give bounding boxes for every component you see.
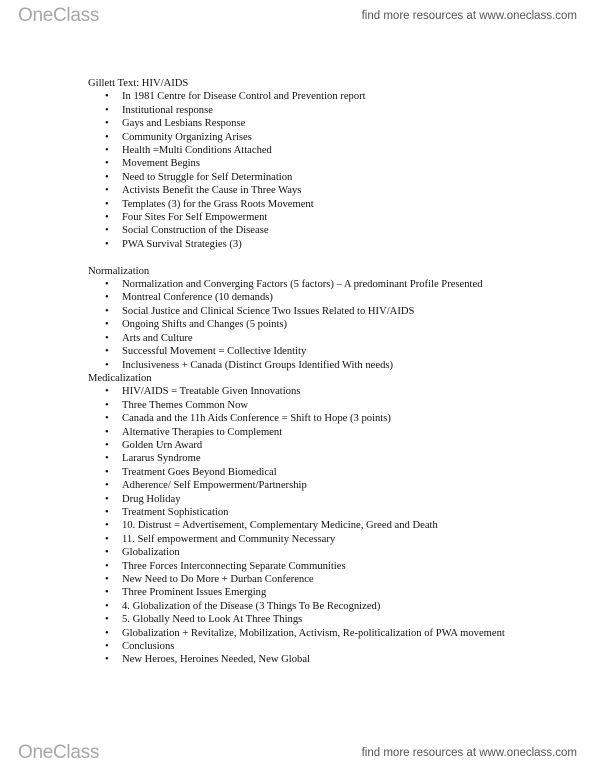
bullet-item: • Institutional response — [88, 104, 528, 117]
bullet-item: • Gays and Lesbians Response — [88, 117, 528, 130]
bullet-item: • Normalization and Converging Factors (5 factors) – A predominant Profile Presented — [88, 278, 528, 291]
bullet-item: • Globalization + Revitalize, Mobilization, Activism, Re-politicalization of PWA movement — [88, 627, 528, 640]
section-heading: Normalization — [88, 265, 150, 277]
bullet-item: • Inclusiveness + Canada (Distinct Groups Identified With needs) — [88, 359, 528, 372]
oneclass-logo-header[interactable]: OneClass — [18, 5, 100, 26]
bullet-item: • Community Organizing Arises — [88, 131, 528, 144]
bullet-item: • HIV/AIDS = Treatable Given Innovations — [88, 385, 528, 398]
section-hiv-aids — [88, 77, 528, 251]
bullet-item: • Lararus Syndrome — [88, 452, 528, 465]
bullet-item: • Alternative Therapies to Complement — [88, 426, 528, 439]
bullet-item: • Treatment Goes Beyond Biomedical — [88, 466, 528, 479]
bullet-item: • Three Themes Common Now — [88, 399, 528, 412]
bullet-item: • Four Sites For Self Empowerment — [88, 211, 528, 224]
section-spacer — [88, 251, 528, 264]
bullet-item: • 11. Self empowerment and Community Necessary — [88, 533, 528, 546]
bullet-item: • New Need to Do More + Durban Conference — [88, 573, 528, 586]
bullet-item: • Golden Urn Award — [88, 439, 528, 452]
bullet-item: • Templates (3) for the Grass Roots Movement — [88, 198, 528, 211]
document-body — [88, 77, 528, 667]
bullet-item: • Successful Movement = Collective Identity — [88, 345, 528, 358]
bullet-item: • Activists Benefit the Cause in Three Ways — [88, 184, 528, 197]
bullet-list — [88, 90, 528, 251]
footer-resources-link[interactable]: find more resources at www.oneclass.com — [361, 747, 577, 759]
bullet-item: • PWA Survival Strategies (3) — [88, 238, 528, 251]
bullet-item: • Adherence/ Self Empowerment/Partnership — [88, 479, 528, 492]
section-heading: Medicalization — [88, 372, 152, 384]
bullet-item: • Globalization — [88, 546, 528, 559]
header-resources-link[interactable]: find more resources at www.oneclass.com — [361, 10, 577, 22]
bullet-item: • Arts and Culture — [88, 332, 528, 345]
bullet-item: • Three Prominent Issues Emerging — [88, 586, 528, 599]
bullet-item: • Health =Multi Conditions Attached — [88, 144, 528, 157]
bullet-item: • Treatment Sophistication — [88, 506, 528, 519]
bullet-item: • Montreal Conference (10 demands) — [88, 291, 528, 304]
bullet-item: • 4. Globalization of the Disease (3 Things To Be Recognized) — [88, 600, 528, 613]
bullet-item: • Canada and the 11h Aids Conference = Shift to Hope (3 points) — [88, 412, 528, 425]
bullet-item: • Ongoing Shifts and Changes (5 points) — [88, 318, 528, 331]
bullet-item: • New Heroes, Heroines Needed, New Global — [88, 653, 528, 666]
bullet-item: • In 1981 Centre for Disease Control and Prevention report — [88, 90, 528, 103]
bullet-item: • Social Construction of the Disease — [88, 224, 528, 237]
bullet-item: • 10. Distrust = Advertisement, Complementary Medicine, Greed and Death — [88, 519, 528, 532]
bullet-item: • Movement Begins — [88, 157, 528, 170]
section-normalization — [88, 265, 528, 372]
bullet-item: • 5. Globally Need to Look At Three Things — [88, 613, 528, 626]
bullet-item: • Drug Holiday — [88, 493, 528, 506]
bullet-item: • Need to Struggle for Self Determination — [88, 171, 528, 184]
section-heading: Gillett Text: HIV/AIDS — [88, 78, 189, 89]
oneclass-logo-footer[interactable]: OneClass — [18, 742, 100, 763]
bullet-list — [88, 278, 528, 372]
bullet-item: • Three Forces Interconnecting Separate Communities — [88, 560, 528, 573]
bullet-item: • Conclusions — [88, 640, 528, 653]
bullet-list — [88, 385, 528, 667]
section-medicalization — [88, 372, 528, 667]
bullet-item: • Social Justice and Clinical Science Two Issues Related to HIV/AIDS — [88, 305, 528, 318]
